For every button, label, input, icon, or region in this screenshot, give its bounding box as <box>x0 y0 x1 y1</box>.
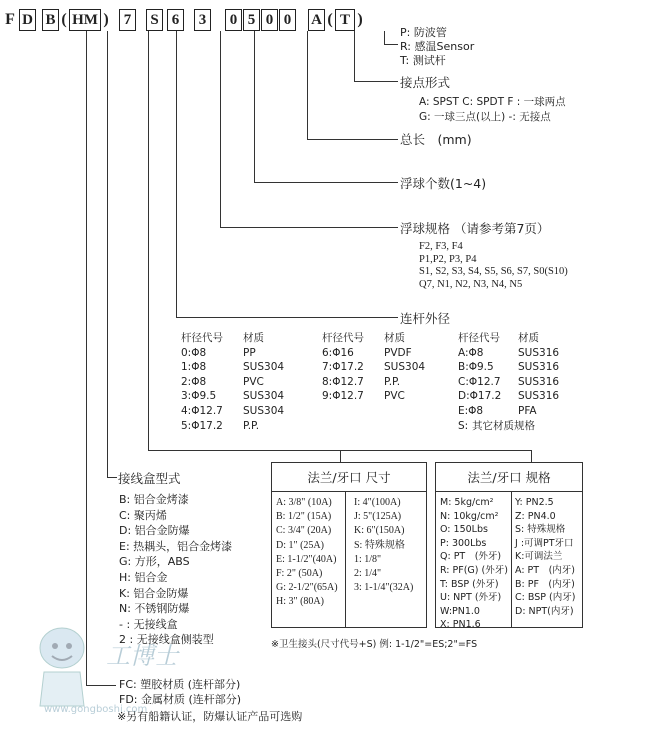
flange-spec-item: W:PN1.0 <box>440 605 480 617</box>
flange-spec-item: A: PT (内牙) <box>515 564 575 576</box>
flange-size-title: 法兰/牙口 尺寸 <box>272 463 426 492</box>
contact-form-line: A: SPST C: SPDT F : 一球两点 <box>419 96 566 108</box>
code-box: D <box>19 9 36 31</box>
float-spec-list <box>419 241 568 291</box>
junction-box-item: 2 : 无接线盒侧装型 <box>119 633 214 647</box>
flange-spec-table <box>435 462 583 631</box>
flange-size-item: F: 2" (50A) <box>276 567 323 579</box>
flange-spec-item: B: PF (内牙) <box>515 578 575 590</box>
rod-header-material: 材质 <box>243 332 264 344</box>
rod-row: C:Φ12.7 SUS316 <box>458 375 560 388</box>
total-length-label: 总长 (mm) <box>400 132 472 147</box>
code-box: B <box>42 9 59 31</box>
mascot-icon <box>36 622 96 708</box>
flange-spec-item: D: NPT(内牙) <box>515 605 574 617</box>
junction-box-item: C: 聚丙烯 <box>119 508 167 522</box>
flange-spec-item: J :可调PT牙口 <box>515 537 574 549</box>
code-char: ( <box>61 11 67 28</box>
flange-size-item: 3: 1-1/4"(32A) <box>354 582 414 594</box>
flange-size-item: G: 2-1/2"(65A) <box>276 582 338 594</box>
flange-size-item: D: 1" (25A) <box>276 539 324 551</box>
sensor-type-item: P: 防波管 <box>400 26 447 39</box>
rod-diameter-title: 连杆外径 <box>400 311 451 326</box>
junction-box-item: K: 铝合金防爆 <box>119 586 189 600</box>
flange-spec-item: M: 5kg/cm² <box>440 497 494 508</box>
code-box: 7 <box>119 9 136 31</box>
rod-group-3 <box>458 331 559 433</box>
flange-size-table <box>271 462 427 628</box>
code-box: T <box>335 9 355 31</box>
rod-header-code: 杆径代号 <box>458 332 500 344</box>
watermark-brand: 工博士 <box>106 642 178 670</box>
watermark <box>36 622 216 722</box>
rod-material-item: FC: 塑胶材质 (连杆部分) <box>119 678 241 691</box>
flange-size-item: H: 3" (80A) <box>276 596 324 608</box>
flange-size-item: K: 6"(150A) <box>354 525 405 537</box>
float-spec-line: F2, F3, F4 <box>419 241 463 252</box>
rod-header-material: 材质 <box>518 332 539 344</box>
junction-box-item: G: 方形，ABS <box>119 555 190 569</box>
rod-group-1 <box>181 331 284 433</box>
flange-size-left <box>276 491 338 627</box>
junction-box-item: - : 无接线盒 <box>119 617 178 631</box>
flange-spec-title: 法兰/牙口 规格 <box>436 463 582 492</box>
rod-row: S: 其它材质规格 <box>458 419 535 432</box>
flange-size-item: 1: 1/8" <box>354 553 382 565</box>
junction-box-item: E: 热耦头，铝合金烤漆 <box>119 539 233 553</box>
rod-row: 2:Φ8 PVC <box>181 375 264 388</box>
sensor-type-item: T: 测试杆 <box>400 54 446 67</box>
rod-header-code: 杆径代号 <box>322 332 364 344</box>
flange-spec-item: O: 150Lbs <box>440 524 488 536</box>
rod-row: 3:Φ9.5 SUS304 <box>181 390 285 403</box>
code-box: 5 <box>243 9 260 31</box>
flange-spec-item: X: PN1.6 <box>440 619 481 631</box>
float-spec-line: Q7, N1, N2, N3, N4, N5 <box>419 278 523 290</box>
float-count-label: 浮球个数(1~4) <box>400 176 487 191</box>
junction-box-item: D: 铝合金防爆 <box>119 524 190 538</box>
rod-row: 4:Φ12.7 SUS304 <box>181 404 285 417</box>
flange-size-item: B: 1/2" (15A) <box>276 511 332 523</box>
footer-note: ※另有船籍认证，防爆认证产品可选购 <box>117 710 303 723</box>
rod-material-item: FD: 金属材质 (连杆部分) <box>119 693 242 706</box>
rod-row: B:Φ9.5 SUS316 <box>458 361 560 374</box>
flange-spec-item: R: PF(G) (外牙) <box>440 564 508 576</box>
code-char: ( <box>327 11 333 28</box>
junction-box-item: B: 铝合金烤漆 <box>119 493 189 506</box>
contact-form-title: 接点形式 <box>400 75 451 90</box>
code-box: 0 <box>279 9 296 31</box>
contact-form-line: G: 一球三点(以上) -: 无接点 <box>419 111 551 123</box>
rod-row: E:Φ8 PFA <box>458 404 537 417</box>
code-box: 6 <box>167 9 184 31</box>
rod-row: 8:Φ12.7 P.P. <box>322 375 401 388</box>
code-box: A <box>308 9 325 31</box>
flange-size-item: J: 5"(125A) <box>354 511 402 523</box>
junction-box-item: H: 铝合金 <box>119 570 168 584</box>
code-box: S <box>146 9 163 31</box>
flange-size-item: 2: 1/4" <box>354 567 382 579</box>
code-box: 3 <box>194 9 211 31</box>
flange-spec-item: Z: PN4.0 <box>515 510 556 522</box>
rod-header-material: 材质 <box>384 332 405 344</box>
float-spec-title: 浮球规格 （请参考第7页） <box>400 221 550 236</box>
flange-spec-item: C: BSP (内牙) <box>515 592 576 604</box>
rod-row: 9:Φ12.7 PVC <box>322 390 405 403</box>
flange-spec-left <box>440 491 508 631</box>
flange-spec-item: K:可调法兰 <box>515 551 563 563</box>
flange-size-item: A: 3/8" (10A) <box>276 497 332 508</box>
model-code <box>3 9 365 31</box>
sensor-type-item: R: 感温Sensor <box>400 40 475 53</box>
code-box: HM <box>69 9 101 31</box>
flange-spec-item: P: 300Lbs <box>440 537 487 549</box>
code-box: 0 <box>225 9 242 31</box>
junction-box-title: 接线盒型式 <box>118 471 181 486</box>
code-char: F <box>5 11 15 28</box>
rod-row: 7:Φ17.2 SUS304 <box>322 361 426 374</box>
flange-spec-item: Y: PN2.5 <box>515 497 554 508</box>
flange-spec-item: Q: PT (外牙) <box>440 551 502 563</box>
float-spec-line: P1,P2, P3, P4 <box>419 253 477 265</box>
sensor-type-list <box>400 26 474 68</box>
flange-spec-item: U: NPT (外牙) <box>440 592 502 604</box>
rod-group-2 <box>322 331 425 404</box>
junction-box-item: N: 不锈钢防爆 <box>119 602 190 616</box>
rod-row: A:Φ8 SUS316 <box>458 346 560 359</box>
flange-spec-item: T: BSP (外牙) <box>440 578 499 590</box>
flange-spec-right <box>515 491 575 627</box>
rod-row: 6:Φ16 PVDF <box>322 346 412 359</box>
code-char: ) <box>103 11 109 28</box>
flange-size-item: S: 特殊规格 <box>354 539 405 551</box>
rod-row: 1:Φ8 SUS304 <box>181 361 285 374</box>
rod-header-code: 杆径代号 <box>181 332 223 344</box>
flange-size-item: E: 1-1/2"(40A) <box>276 553 337 565</box>
float-spec-line: S1, S2, S3, S4, S5, S6, S7, S0(S10) <box>419 266 568 277</box>
code-box: 0 <box>261 9 278 31</box>
watermark-url: www.gongboshi.com <box>44 704 148 715</box>
flange-size-item: C: 3/4" (20A) <box>276 525 332 537</box>
code-char: ) <box>357 11 363 28</box>
rod-row: D:Φ17.2 SUS316 <box>458 390 560 403</box>
flange-spec-item: S: 特殊规格 <box>515 524 566 536</box>
flange-size-item: I: 4"(100A) <box>354 497 401 508</box>
sanitary-note: ※卫生接头(尺寸代号+S) 例: 1-1/2"=ES;2"=FS <box>271 639 478 650</box>
flange-spec-item: N: 10kg/cm² <box>440 510 499 522</box>
rod-row: 5:Φ17.2 P.P. <box>181 419 260 432</box>
rod-row: 0:Φ8 PP <box>181 346 256 359</box>
flange-size-right <box>354 491 413 627</box>
